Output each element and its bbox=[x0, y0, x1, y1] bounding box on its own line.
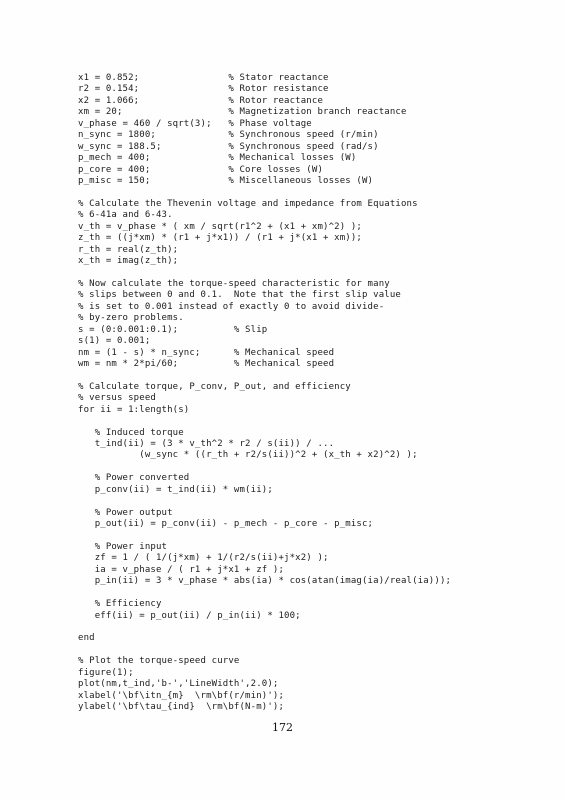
code-comment-line: % by-zero problems. bbox=[78, 313, 184, 324]
code-line: p_core = 400; % Core losses (W) bbox=[78, 164, 324, 175]
blank-line bbox=[78, 496, 451, 507]
code-comment-line: % Calculate the Thevenin voltage and impedance from Equations bbox=[78, 198, 418, 209]
code-line: p_conv(ii) = t_ind(ii) * wm(ii); bbox=[78, 484, 273, 495]
code-comment-line: % Power output bbox=[78, 507, 173, 518]
code-line: v_phase = 460 / sqrt(3); % Phase voltage bbox=[78, 118, 312, 129]
code-line: p_mech = 400; % Mechanical losses (W) bbox=[78, 153, 357, 164]
code-line: xlabel('\bf\itn_{m} \rm\bf(r/min)'); bbox=[78, 690, 285, 701]
blank-line bbox=[78, 187, 451, 198]
code-comment-line: % Plot the torque-speed curve bbox=[78, 656, 240, 667]
blank-line bbox=[78, 531, 451, 542]
code-line: s = (0:0.001:0.1); % Slip bbox=[78, 324, 268, 335]
matlab-code-listing bbox=[78, 73, 451, 714]
blank-line bbox=[78, 416, 451, 427]
code-line: ylabel('\bf\tau_{ind} \rm\bf(N-m)'); bbox=[78, 702, 285, 713]
code-line: p_misc = 150; % Miscellaneous losses (W) bbox=[78, 175, 374, 186]
code-comment-line: % Calculate torque, P_conv, P_out, and efficiency bbox=[78, 381, 351, 392]
code-line: x1 = 0.852; % Stator reactance bbox=[78, 73, 329, 83]
code-line: p_in(ii) = 3 * v_phase * abs(ia) * cos(atan(imag(ia)/real(ia))); bbox=[78, 576, 452, 587]
blank-line bbox=[78, 267, 451, 278]
code-line: n_sync = 1800; % Synchronous speed (r/min) bbox=[78, 130, 379, 141]
code-line: v_th = v_phase * ( xm / sqrt(r1^2 + (x1 + xm)^2) ); bbox=[78, 221, 362, 232]
code-line: z_th = ((j*xm) * (r1 + j*x1)) / (r1 + j*(x1 + xm)); bbox=[78, 233, 362, 244]
blank-line bbox=[78, 622, 451, 633]
code-comment-line: % Efficiency bbox=[78, 599, 162, 610]
code-line: p_out(ii) = p_conv(ii) - p_mech - p_core - p_misc; bbox=[78, 519, 374, 530]
code-line: r2 = 0.154; % Rotor resistance bbox=[78, 84, 329, 95]
code-line: eff(ii) = p_out(ii) / p_in(ii) * 100; bbox=[78, 610, 301, 621]
code-line: r_th = real(z_th); bbox=[78, 244, 179, 255]
code-line: s(1) = 0.001; bbox=[78, 336, 151, 347]
code-line: wm = nm * 2*pi/60; % Mechanical speed bbox=[78, 358, 335, 369]
code-line: xm = 20; % Magnetization branch reactance bbox=[78, 107, 407, 118]
code-line: (w_sync * ((r_th + r2/s(ii))^2 + (x_th + x2)^2) ); bbox=[78, 450, 418, 461]
blank-line bbox=[78, 370, 451, 381]
code-line: for ii = 1:length(s) bbox=[78, 404, 190, 415]
code-line: end bbox=[78, 633, 95, 644]
blank-line bbox=[78, 588, 451, 599]
page-number: 172 bbox=[272, 721, 293, 734]
code-comment-line: % is set to 0.001 instead of exactly 0 to avoid divide- bbox=[78, 301, 385, 312]
code-comment-line: % 6-41a and 6-43. bbox=[78, 210, 173, 221]
blank-line bbox=[78, 645, 451, 656]
blank-line bbox=[78, 462, 451, 473]
code-comment-line: % slips between 0 and 0.1. Note that the first slip value bbox=[78, 290, 401, 301]
code-comment-line: % Power input bbox=[78, 541, 168, 552]
code-line: ia = v_phase / ( r1 + j*x1 + zf ); bbox=[78, 564, 285, 575]
code-line: zf = 1 / ( 1/(j*xm) + 1/(r2/s(ii)+j*x2) ); bbox=[78, 553, 329, 564]
code-line: t_ind(ii) = (3 * v_th^2 * r2 / s(ii)) / ... bbox=[78, 439, 335, 449]
code-line: x2 = 1.066; % Rotor reactance bbox=[78, 95, 324, 106]
code-line: w_sync = 188.5; % Synchronous speed (rad/s) bbox=[78, 141, 379, 152]
code-comment-line: % Power converted bbox=[78, 473, 190, 484]
code-line: figure(1); bbox=[78, 667, 134, 678]
code-comment-line: % Induced torque bbox=[78, 427, 184, 438]
code-line: nm = (1 - s) * n_sync; % Mechanical speed bbox=[78, 347, 335, 358]
code-line: plot(nm,t_ind,'b-','LineWidth',2.0); bbox=[78, 679, 279, 690]
code-comment-line: % Now calculate the torque-speed characteristic for many bbox=[78, 278, 390, 289]
code-comment-line: % versus speed bbox=[78, 393, 156, 404]
code-line: x_th = imag(z_th); bbox=[78, 256, 179, 266]
